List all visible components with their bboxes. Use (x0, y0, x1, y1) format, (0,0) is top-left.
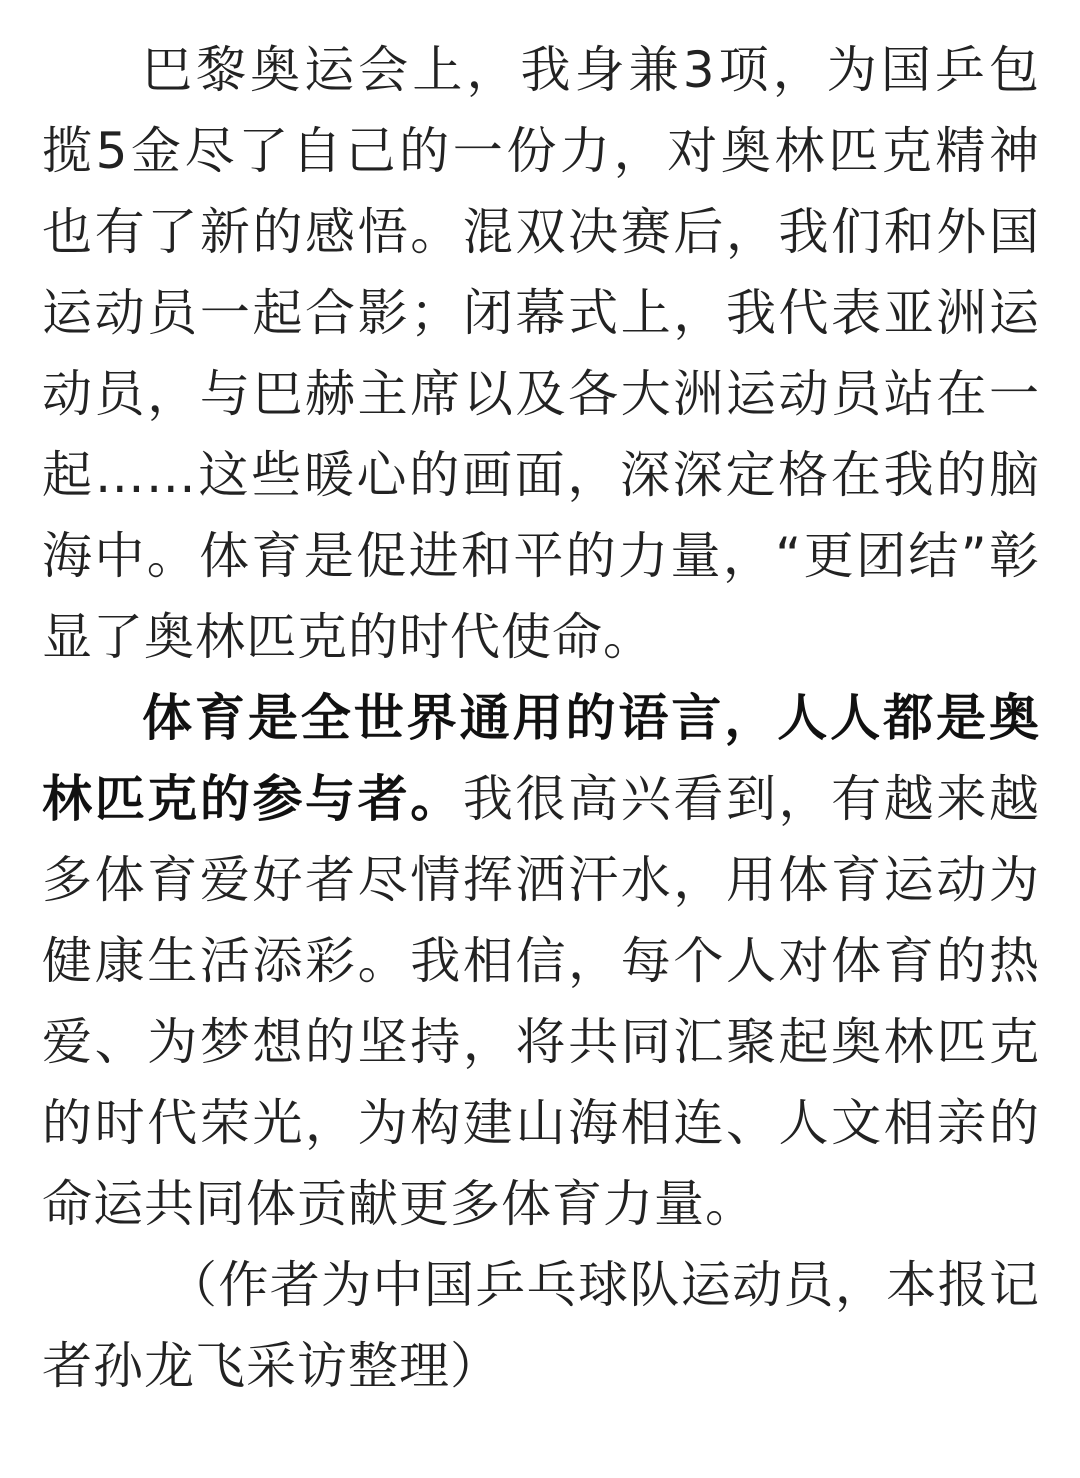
paragraph-2-bold-lead: 体育是全世界通用的语言，人人都是奥林匹克的参与者。 (42, 689, 1040, 828)
paragraph-2-text: 我很高兴看到，有越来越多体育爱好者尽情挥洒汗水，用体育运动为健康生活添彩。我相信，每个人对体育的热爱、为梦想的坚持，将共同汇聚起奥林匹克的时代荣光，为构建山海相连、人文相亲的命运共同体贡献更多体育力量。 (42, 770, 1041, 1233)
article-body (42, 30, 1040, 1407)
paragraph-1-text: 巴黎奥运会上，我身兼3项，为国乒包揽5金尽了自己的一份力，对奥林匹克精神也有了新的感悟。混双决赛后，我们和外国运动员一起合影；闭幕式上，我代表亚洲运动员，与巴赫主席以及各大洲运动员站在一起……这些暖心的画面，深深定格在我的脑海中。体育是促进和平的力量，“更团结”彰显了奥林匹克的时代使命。 (42, 41, 1040, 666)
article-paragraph-2 (42, 678, 1040, 1245)
article-paragraph-1 (42, 30, 1040, 678)
article-byline: （作者为中国乒乓球队运动员，本报记者孙龙飞采访整理） (42, 1256, 1040, 1395)
